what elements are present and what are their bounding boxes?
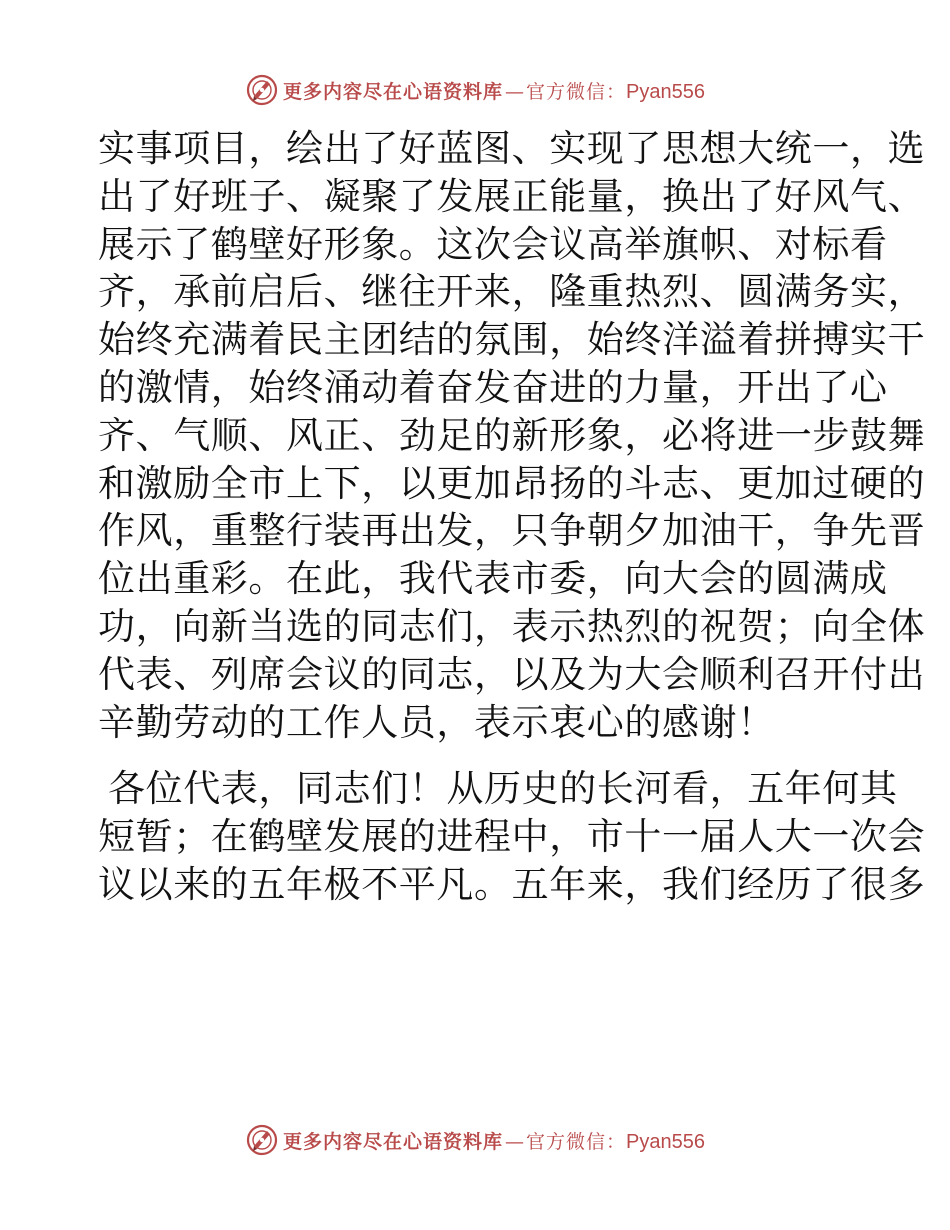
- brand-logo-icon: [245, 1123, 279, 1157]
- footer-site-name: 更多内容尽在心语资料库: [283, 1130, 504, 1153]
- text-line: 议以来的五年极不平凡。五年来，我们经历了很多: [98, 862, 926, 906]
- header-dash: —: [505, 80, 525, 103]
- paragraph-2: [98, 765, 926, 908]
- text-line: 短暂；在鹤壁发展的进程中，市十一届人大一次会: [98, 815, 926, 859]
- text-line: 出了好班子、凝聚了发展正能量，换出了好风气、: [98, 174, 926, 218]
- text-line: 实事项目，绘出了好蓝图、实现了思想大统一，选: [98, 127, 926, 170]
- text-line: 辛勤劳动的工作人员，表示衷心的感谢！: [98, 700, 775, 744]
- footer-wechat-label: 官方微信：: [526, 1130, 627, 1153]
- text-line: 作风，重整行装再出发，只争朝夕加油干，争先晋: [98, 509, 926, 553]
- text-line: 代表、列席会议的同志，以及为大会顺利召开付出: [98, 652, 926, 696]
- text-line: 和激励全市上下，以更加昂扬的斗志、更加过硬的: [98, 461, 926, 505]
- footer-banner: [0, 1120, 950, 1160]
- footer-wechat-id: Pyan556: [626, 1130, 705, 1153]
- text-line: 齐、气顺、风正、劲足的新形象，必将进一步鼓舞: [98, 413, 926, 457]
- paragraph-1: [98, 125, 926, 746]
- text-line: 各位代表，同志们！从历史的长河看，五年何其: [108, 767, 898, 811]
- document-body: [98, 125, 926, 909]
- text-line: 的激情，始终涌动着奋发奋进的力量，开出了心: [98, 365, 888, 409]
- text-line: 齐，承前启后、继往开来，隆重热烈、圆满务实，: [98, 270, 926, 314]
- text-line: 展示了鹤壁好形象。这次会议高举旗帜、对标看: [98, 222, 888, 266]
- brand-logo-icon: [245, 73, 279, 107]
- header-wechat-id: Pyan556: [626, 80, 705, 103]
- footer-dash: —: [505, 1130, 525, 1153]
- paragraph-spacer: [98, 746, 858, 765]
- text-line: 功，向新当选的同志们，表示热烈的祝贺；向全体: [98, 604, 926, 648]
- text-line: 始终充满着民主团结的氛围，始终洋溢着拼搏实干: [98, 318, 926, 362]
- header-banner: [0, 70, 950, 110]
- text-line: 位出重彩。在此，我代表市委，向大会的圆满成: [98, 557, 888, 601]
- header-site-name: 更多内容尽在心语资料库: [283, 80, 504, 103]
- header-wechat-label: 官方微信：: [526, 80, 627, 103]
